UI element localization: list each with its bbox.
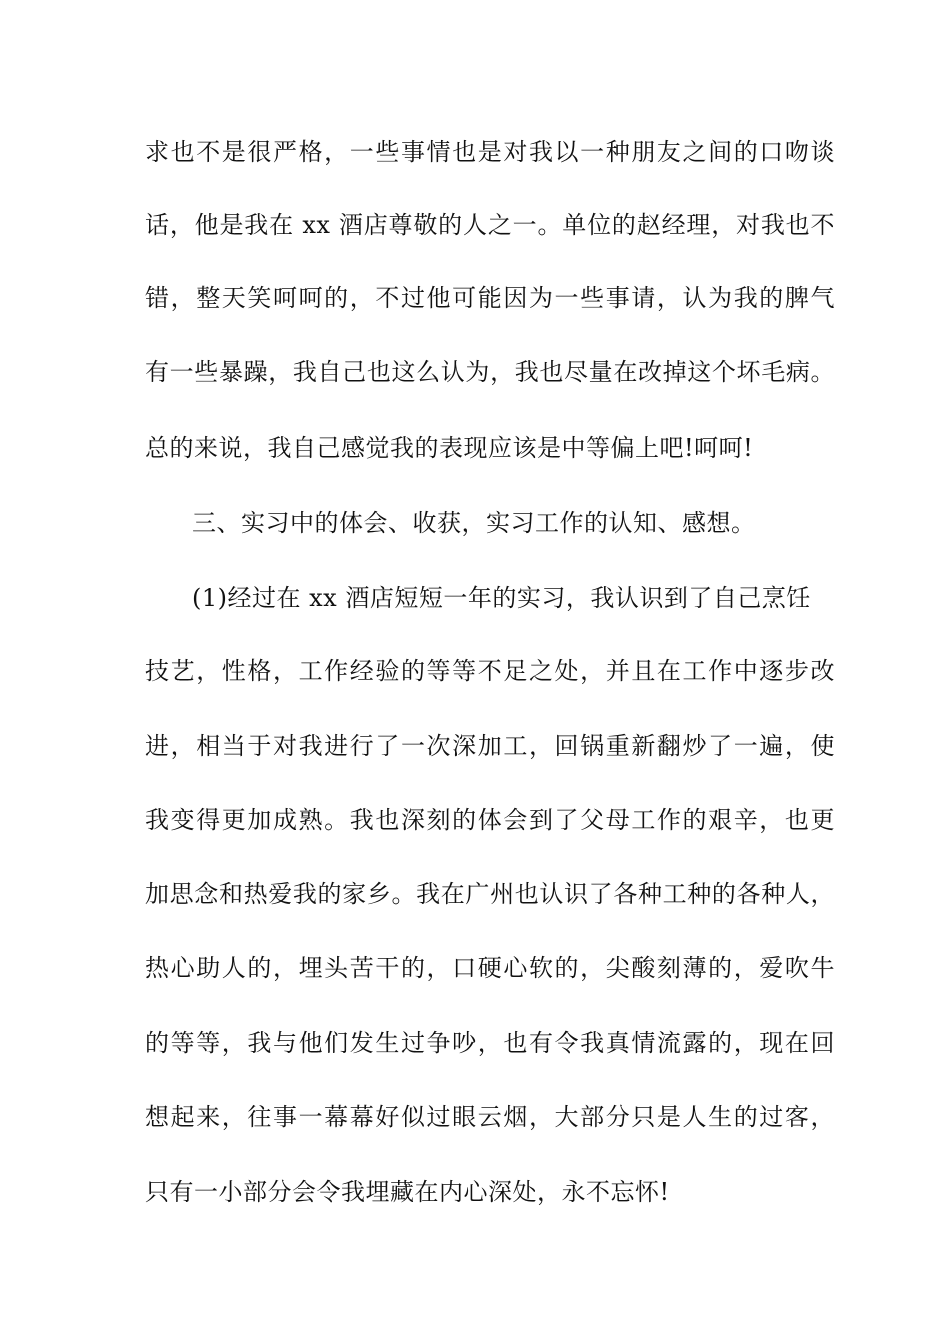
- text-line-10: 我变得更加成熟。我也深刻的体会到了父母工作的艰辛，也更: [145, 806, 835, 834]
- text-line-12: 热心助人的，埋头苦干的，口硬心软的，尖酸刻薄的，爱吹牛: [145, 954, 835, 982]
- text-line-11: 加思念和热爱我的家乡。我在广州也认识了各种工种的各种人，: [145, 880, 835, 908]
- text-line-8: 技艺，性格，工作经验的等等不足之处，并且在工作中逐步改: [145, 657, 835, 685]
- section-heading: 三、实习中的体会、收获，实习工作的认知、感想。: [192, 509, 756, 537]
- text-line-3: 错，整天笑呵呵的，不过他可能因为一些事请，认为我的脾气: [145, 284, 835, 312]
- text-line-7: (1)经过在 xx 酒店短短一年的实习，我认识到了自己烹饪: [192, 584, 811, 612]
- text-line-14: 想起来，往事一幕幕好似过眼云烟，大部分只是人生的过客，: [145, 1103, 835, 1131]
- text-line-5: 总的来说，我自己感觉我的表现应该是中等偏上吧!呵呵!: [145, 434, 754, 462]
- text-line-2: 话，他是我在 xx 酒店尊敬的人之一。单位的赵经理，对我也不: [145, 211, 835, 239]
- text-line-4: 有一些暴躁，我自己也这么认为，我也尽量在改掉这个坏毛病。: [145, 358, 835, 386]
- text-line-13: 的等等，我与他们发生过争吵，也有令我真情流露的，现在回: [145, 1029, 835, 1057]
- text-line-9: 进，相当于对我进行了一次深加工，回锅重新翻炒了一遍，使: [145, 732, 835, 760]
- text-line-1: 求也不是很严格，一些事情也是对我以一种朋友之间的口吻谈: [145, 138, 835, 166]
- text-line-15: 只有一小部分会令我埋藏在内心深处，永不忘怀!: [145, 1178, 670, 1206]
